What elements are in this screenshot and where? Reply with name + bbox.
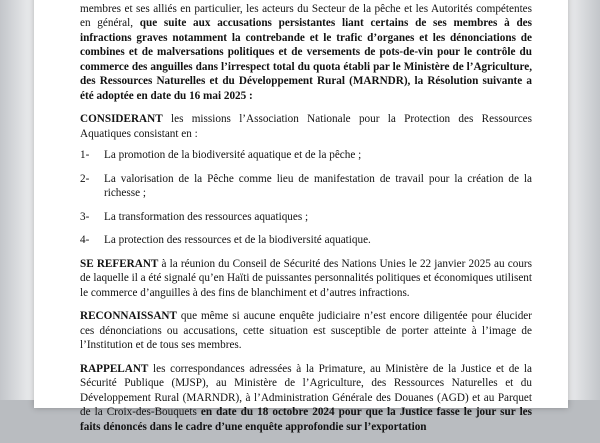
intro-text: membres et ses alliés en particulier, les acteurs du Secteur de la pêche et les Autorités compétentes en général, bbox=[80, 2, 532, 29]
reconnaissant-paragraph bbox=[80, 309, 532, 353]
document-page bbox=[34, 0, 568, 433]
rappelant-text: les correspondances adressées à la Primature, au Ministère de la Justice et de la Sécurité Publique (MJSP), au Ministère de l’Agriculture, des Ressources Naturelles et du Développement Rural (MARNDR), à l’Administration Générale des Douanes (AGD) et au Parquet de la Croix-des-Bouquets bbox=[80, 362, 532, 418]
rappelant-date-text: en date du 18 octobre 2024 pour que la Justice fasse le jour sur les faits dénoncés dans le cadre d’une enquête approfondie sur l’exportation bbox=[80, 406, 532, 433]
mission-item bbox=[80, 172, 532, 201]
rappelant-paragraph bbox=[80, 362, 532, 435]
mission-number: 1- bbox=[80, 149, 90, 161]
mission-item bbox=[80, 210, 532, 225]
considerant-text: les missions l’Association Nationale pour la Protection des Ressources Aquatiques consistant en : bbox=[80, 113, 532, 140]
mission-text: La protection des ressources et de la biodiversité aquatique. bbox=[104, 234, 371, 246]
referant-heading: SE REFERANT bbox=[80, 257, 159, 270]
document-body bbox=[80, 0, 532, 443]
mission-text: La promotion de la biodiversité aquatique et de la pêche ; bbox=[104, 149, 362, 161]
mission-item bbox=[80, 233, 532, 248]
intro-resolution-text: que suite aux accusations persistantes liant certains de ses membres à des infractions graves notamment la contrebande et le trafic d’organes et les dénonciations de combines et de malversations politiques et de versements de pots-de-vin pour le contrôle du commerce des anguilles dans l’irrespect total du quota établi par le Ministère de l’Agriculture, des Ressources Naturelles et du Développement Rural (MARNDR), la Résolution suivante a été adoptée en date du 16 mai 2025 : bbox=[80, 17, 532, 102]
mission-number: 3- bbox=[80, 210, 90, 223]
considerant-heading: CONSIDERANT bbox=[80, 113, 163, 125]
mission-text: La valorisation de la Pêche comme lieu de manifestation de travail pour la création de la richesse ; bbox=[104, 172, 532, 199]
reconnaissant-text: que même si aucune enquête judiciaire n’est encore diligentée pour élucider ces dénonciations ou accusations, cette situation est susceptible de porter atteinte à l’image de l’Institution et de tous ses membres. bbox=[80, 310, 532, 351]
mission-number: 2- bbox=[80, 172, 90, 185]
referant-text: à la réunion du Conseil de Sécurité des Nations Unies le 22 janvier 2025 au cours de laquelle il a été signalé qu’en Haïti de puissantes personnalités politiques et économiques utilisent le commerce d’anguilles à des fins de blanchiment et d’autres infractions. bbox=[80, 257, 532, 299]
referant-paragraph bbox=[80, 257, 532, 301]
considerant-paragraph bbox=[80, 112, 532, 141]
mission-item bbox=[80, 148, 532, 163]
mission-number: 4- bbox=[80, 234, 90, 246]
intro-paragraph bbox=[80, 0, 532, 103]
reconnaissant-heading: RECONNAISSANT bbox=[80, 310, 177, 322]
rappelant-heading: RAPPELANT bbox=[80, 362, 149, 375]
mission-text: La transformation des ressources aquatiques ; bbox=[104, 210, 309, 223]
